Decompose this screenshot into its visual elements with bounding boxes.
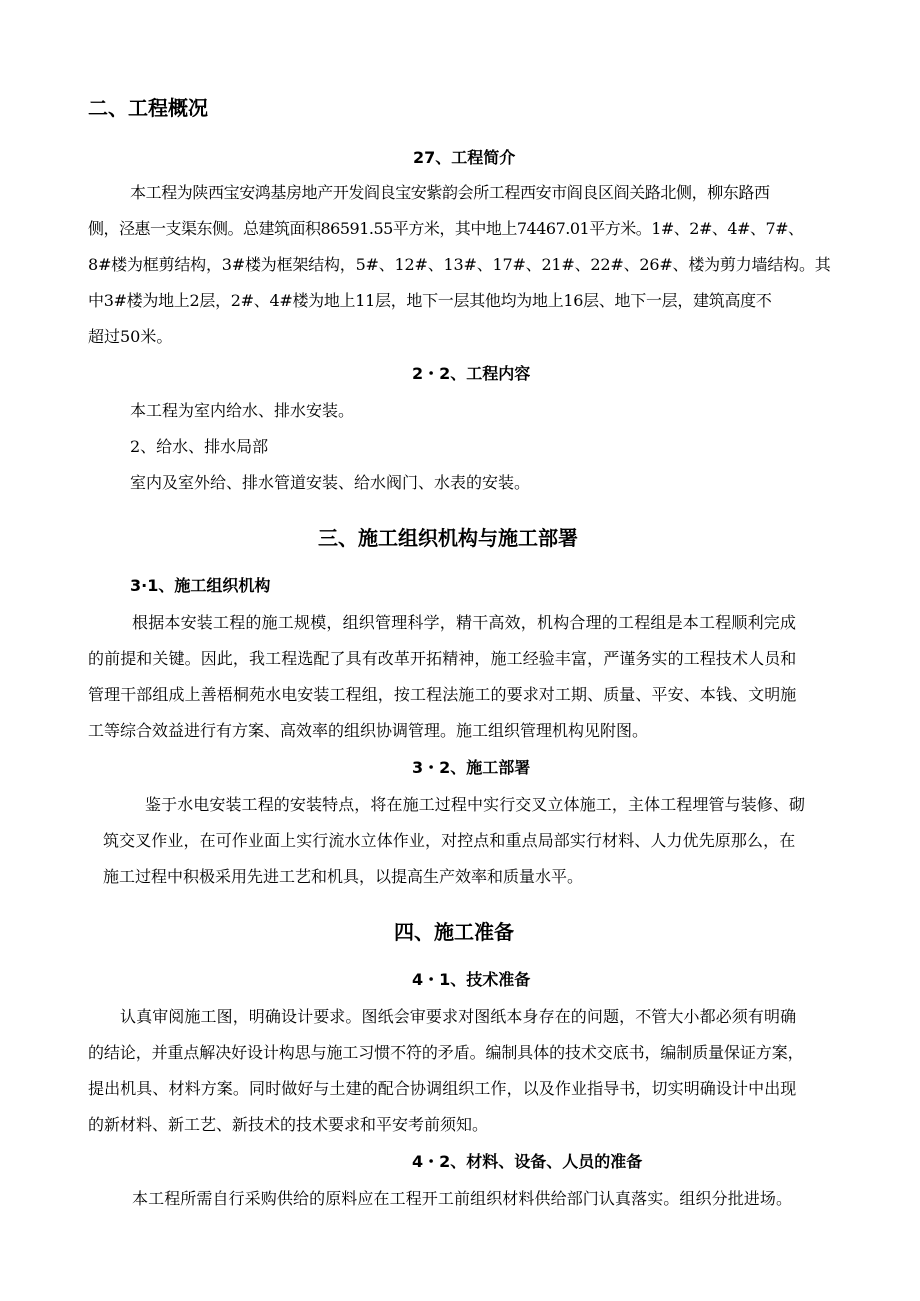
section-heading-3-1 bbox=[130, 578, 270, 594]
section-number: 27 bbox=[413, 148, 436, 167]
paragraph-line: 室内及室外给、排水管道安装、给水阀门、水表的安装。 bbox=[130, 473, 531, 492]
section-title: 、工程简介 bbox=[435, 148, 516, 167]
chapter-title: 二、工程概况 bbox=[88, 96, 208, 120]
paragraph-line: 中3#楼为地上2层，2#、4#楼为地上11层，地下一层其他均为地上16层、地下一层，建筑高度不 bbox=[88, 291, 772, 310]
paragraph-line: 鉴于水电安装工程的安装特点，将在施工过程中实行交叉立体施工，主体工程埋管与装修、砌 bbox=[145, 795, 806, 814]
chapter-heading-2 bbox=[88, 98, 208, 118]
paragraph-line: 的前提和关键。因此，我工程选配了具有改革开拓精神，施工经验丰富，严谨务实的工程技术人员和 bbox=[88, 649, 797, 668]
paragraph-line: 本工程为室内给水、排水安装。 bbox=[130, 401, 355, 420]
chapter-heading-3 bbox=[318, 528, 578, 548]
paragraph-line: 侧，泾惠一支渠东侧。总建筑面积86591.55平方米，其中地上74467.01平方米。1#、2#、4#、7#、 bbox=[88, 219, 804, 238]
paragraph-line: 筑交叉作业，在可作业面上实行流水立体作业，对控点和重点局部实行材料、人力优先原那么，在 bbox=[103, 831, 796, 850]
chapter-title: 三、施工组织机构与施工部署 bbox=[318, 526, 578, 550]
section-number: 4・1 bbox=[412, 970, 451, 989]
section-title: 、材料、设备、人员的准备 bbox=[450, 1152, 643, 1171]
section-heading-3-2 bbox=[412, 760, 530, 776]
section-heading-4-2 bbox=[412, 1154, 642, 1170]
paragraph-line: 2、给水、排水局部 bbox=[130, 437, 269, 456]
paragraph-line: 本工程为陕西宝安鸿基房地产开发阎良宝安紫韵会所工程西安市阎良区阎关路北侧，柳东路西 bbox=[130, 183, 770, 202]
chapter-heading-4 bbox=[394, 922, 514, 942]
section-title: 、施工部署 bbox=[450, 758, 531, 777]
paragraph-line: 8#楼为框剪结构，3#楼为框架结构，5#、12#、13#、17#、21#、22#、26#、楼为剪力墙结构。其 bbox=[88, 255, 831, 274]
paragraph-line: 认真审阅施工图，明确设计要求。图纸会审要求对图纸本身存在的问题，不管大小都必须有明确 bbox=[120, 1007, 797, 1026]
paragraph-line: 的新材料、新工艺、新技术的技术要求和平安考前须知。 bbox=[88, 1115, 489, 1134]
paragraph-line: 提出机具、材料方案。同时做好与土建的配合协调组织工作，以及作业指导书，切实明确设计中出现 bbox=[88, 1079, 797, 1098]
paragraph-line: 根据本安装工程的施工规模，组织管理科学，精干高效，机构合理的工程组是本工程顺利完成 bbox=[132, 613, 797, 632]
section-title: 、技术准备 bbox=[450, 970, 531, 989]
section-title: 、工程内容 bbox=[450, 364, 531, 383]
section-number: 4・2 bbox=[412, 1152, 451, 1171]
paragraph-line: 施工过程中积极采用先进工艺和机具，以提高生产效率和质量水平。 bbox=[103, 867, 584, 886]
section-number: 3・2 bbox=[412, 758, 451, 777]
section-number: 3·1 bbox=[130, 576, 159, 595]
paragraph-line: 超过50米。 bbox=[88, 327, 173, 346]
paragraph-line: 本工程所需自行采购供给的原料应在工程开工前组织材料供给部门认真落实。组织分批进场。 bbox=[132, 1189, 793, 1208]
section-number: 2・2 bbox=[412, 364, 451, 383]
section-heading-4-1 bbox=[412, 972, 530, 988]
paragraph-line: 工等综合效益进行有方案、高效率的组织协调管理。施工组织管理机构见附图。 bbox=[88, 721, 649, 740]
section-heading-2-2 bbox=[412, 366, 530, 382]
paragraph-line: 的结论，并重点解决好设计构思与施工习惯不符的矛盾。编制具体的技术交底书，编制质量保证方案， bbox=[88, 1043, 804, 1062]
chapter-title: 四、施工准备 bbox=[394, 920, 514, 944]
paragraph-line: 管理干部组成上善梧桐苑水电安装工程组，按工程法施工的要求对工期、质量、平安、本钱、文明施 bbox=[88, 685, 797, 704]
section-heading-2-1 bbox=[413, 150, 515, 166]
section-title: 、施工组织机构 bbox=[158, 576, 271, 595]
